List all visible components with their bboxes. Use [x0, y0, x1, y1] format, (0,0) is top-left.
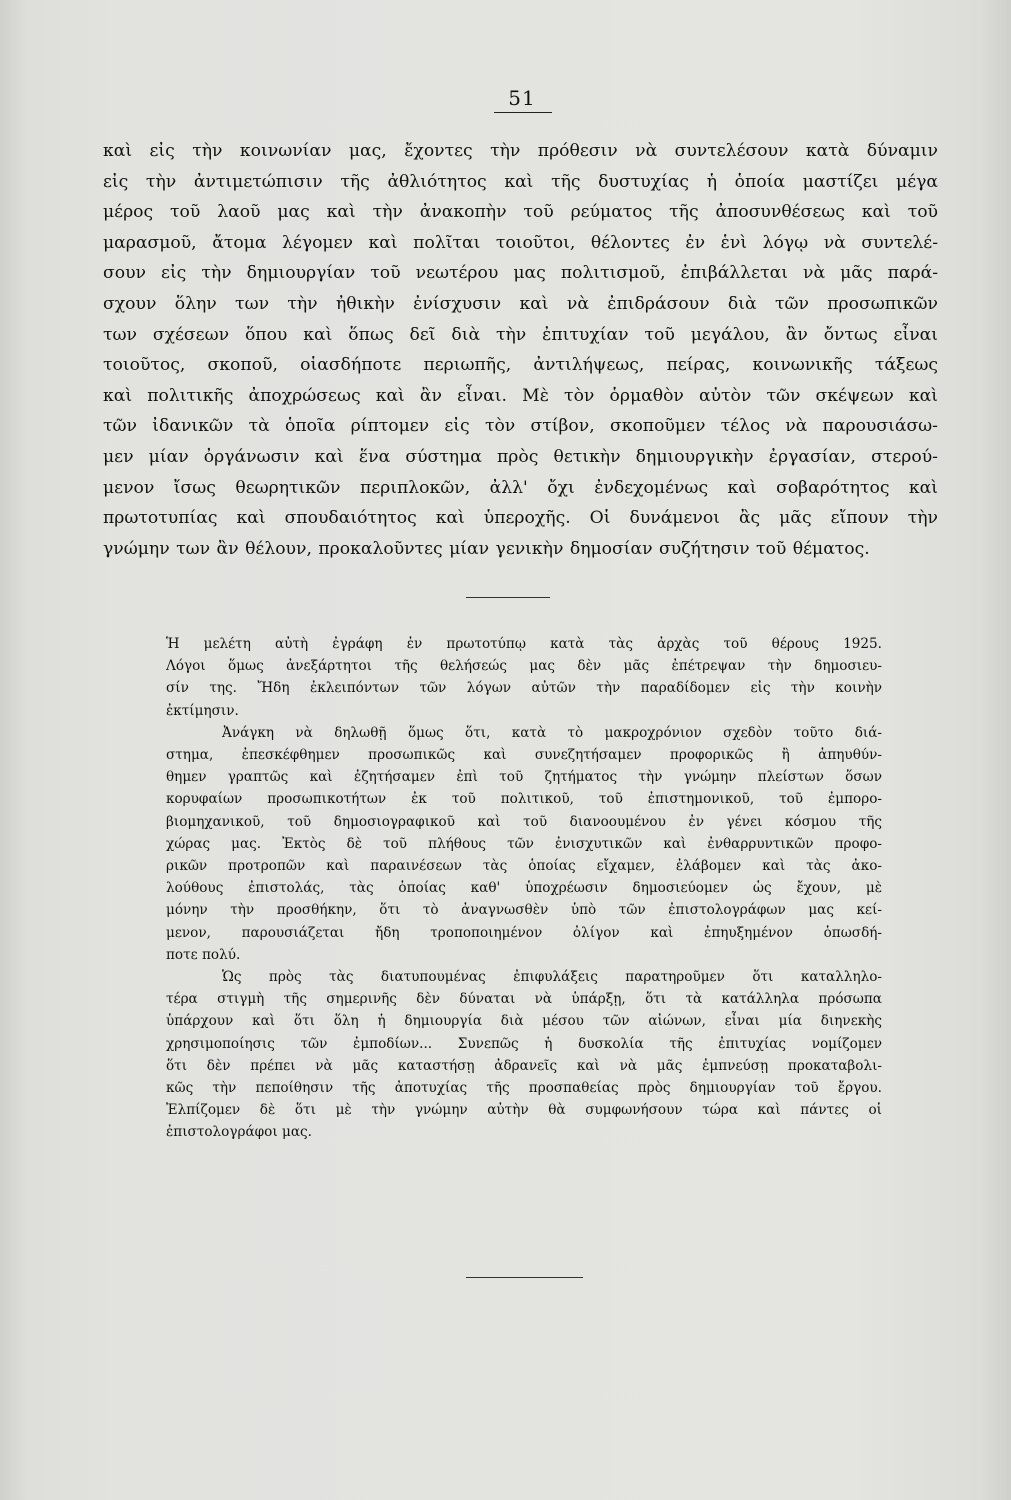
- main-text-line: μενον ἴσως θεωρητικῶν περιπλοκῶν, ἀλλ' ὄχι ἐνδεχομένως καὶ σοβαρότητος καὶ: [103, 477, 938, 498]
- footnote-line: σίν της. Ἤδη ἐκλειπόντων τῶν λόγων αὐτῶν τὴν παραδίδομεν εἰς τὴν κοινὴν: [166, 680, 882, 697]
- footnote-line: Λόγοι ὅμως ἀνεξάρτητοι τῆς θελήσεώς μας δὲν μᾶς ἐπέτρεψαν τὴν δημοσιευ-: [166, 658, 882, 675]
- section-divider-top: [466, 597, 550, 598]
- footnote-line: μόνην τὴν προσθήκην, ὅτι τὸ ἀναγνωσθὲν ὑπὸ τῶν ἐπιστολογράφων μας κεί-: [166, 902, 882, 919]
- footnote-block: [166, 633, 882, 1144]
- footnote-line: ὅτι δὲν πρέπει νὰ μᾶς καταστήσῃ ἀδρανεῖς καὶ νὰ μᾶς ἐμπνεύσῃ προκαταβολι-: [166, 1057, 882, 1074]
- footnote-line: τέρα στιγμὴ τῆς σημερινῆς δὲν δύναται νὰ ὑπάρξῃ, ὅτι τὰ κατάλληλα πρόσωπα: [166, 991, 882, 1008]
- footnote-paragraph: [166, 633, 882, 722]
- main-text-line: τοιοῦτος, σκοποῦ, οἱασδήποτε περιωπῆς, ἀντιλήψεως, πείρας, κοινωνικῆς τάξεως: [103, 355, 938, 376]
- footnote-line: ρικῶν προτροπῶν καὶ παραινέσεων τὰς ὁποίας εἴχαμεν, ἐλάβομεν καὶ τὰς ἀκο-: [166, 858, 882, 875]
- page-number-underline: [494, 112, 552, 113]
- main-text-line: καὶ πολιτικῆς ἀποχρώσεως καὶ ἂν εἶναι. Μὲ τὸν ὁρμαθὸν αὐτὸν τῶν σκέψεων καὶ: [103, 385, 938, 406]
- main-text-line: μαρασμοῦ, ἄτομα λέγομεν καὶ πολῖται τοιοῦτοι, θέλοντες ἐν ἑνὶ λόγῳ νὰ συντελέ-: [103, 232, 938, 253]
- main-text-line: εἰς τὴν ἀντιμετώπισιν τῆς ἀθλιότητος καὶ τῆς δυστυχίας ἡ ὁποία μαστίζει μέγα: [103, 171, 938, 192]
- footnote-line: χρησιμοποίησις τῶν ἐμποδίων... Συνεπῶς ἡ δυσκολία τῆς ἐπιτυχίας νομίζομεν: [166, 1035, 882, 1052]
- footnote-line: κῶς τὴν πεποίθησιν τῆς ἀποτυχίας τῆς προσπαθείας πρὸς δημιουργίαν τοῦ ἔργου.: [166, 1080, 882, 1097]
- section-divider-bottom: [466, 1277, 583, 1278]
- main-text-line: μέρος τοῦ λαοῦ μας καὶ τὴν ἀνακοπὴν τοῦ ρεύματος τῆς ἀποσυνθέσεως καὶ τοῦ: [103, 202, 938, 223]
- main-text-line: σχουν ὅλην των τὴν ἠθικὴν ἐνίσχυσιν καὶ νὰ ἐπιδράσουν διὰ τῶν προσωπικῶν: [103, 293, 938, 314]
- footnote-line: Ἀνάγκη νὰ δηλωθῇ ὅμως ὅτι, κατὰ τὸ μακροχρόνιον σχεδὸν τοῦτο διά-: [222, 724, 882, 741]
- main-text-line: των σχέσεων ὅπου καὶ ὅπως δεῖ διὰ τὴν ἐπιτυχίαν τοῦ μεγάλου, ἂν ὄντως εἶναι: [103, 324, 938, 345]
- footnote-line: θημεν γραπτῶς καὶ ἐζητήσαμεν ἐπὶ τοῦ ζητήματος τὴν γνώμην πλείστων ὅσων: [166, 769, 882, 786]
- footnote-line: ἐπιστολογράφοι μας.: [166, 1124, 312, 1141]
- footnote-line: Ὡς πρὸς τὰς διατυπουμένας ἐπιφυλάξεις παρατηροῦμεν ὅτι καταλληλο-: [222, 969, 882, 986]
- footnote-line: στημα, ἐπεσκέφθημεν προσωπικῶς καὶ συνεζητήσαμεν προφορικῶς ἢ ἀπηυθύν-: [166, 747, 882, 764]
- footnote-line: Ἐλπίζομεν δὲ ὅτι μὲ τὴν γνώμην αὐτὴν θὰ συμφωνήσουν τώρα καὶ πάντες οἱ: [166, 1102, 882, 1119]
- footnote-line: ποτε πολύ.: [166, 946, 241, 963]
- footnote-paragraph: [166, 966, 882, 1144]
- page-number: 51: [508, 86, 536, 110]
- footnote-line: χώρας μας. Ἐκτὸς δὲ τοῦ πλήθους τῶν ἐνισχυτικῶν καὶ ἐνθαρρυντικῶν προφο-: [166, 835, 882, 852]
- main-paragraph: [103, 136, 938, 564]
- main-text-line: μεν μίαν ὀργάνωσιν καὶ ἕνα σύστημα πρὸς θετικὴν δημιουργικὴν ἐργασίαν, στερού-: [103, 446, 938, 467]
- footnote-line: ἐκτίμησιν.: [166, 702, 239, 719]
- footnote-line: ὑπάρχουν καὶ ὅτι ὅλη ἡ δημιουργία διὰ μέσου τῶν αἰώνων, εἶναι μία διηνεκὴς: [166, 1013, 882, 1030]
- main-text-line: γνώμην των ἂν θέλουν, προκαλοῦντες μίαν γενικὴν δημοσίαν συζήτησιν τοῦ θέματος.: [103, 538, 870, 559]
- footnote-line: βιομηχανικοῦ, τοῦ δημοσιογραφικοῦ καὶ τοῦ διανοουμένου ἐν γένει κόσμου τῆς: [166, 813, 882, 830]
- footnote-line: Ἡ μελέτη αὐτὴ ἐγράφη ἐν πρωτοτύπῳ κατὰ τὰς ἀρχὰς τοῦ θέρους 1925.: [166, 636, 882, 652]
- main-text-line: τῶν ἰδανικῶν τὰ ὁποῖα ρίπτομεν εἰς τὸν στίβον, σκοποῦμεν τέλος νὰ παρουσιάσω-: [103, 416, 938, 437]
- footnote-line: κορυφαίων προσωπικοτήτων ἐκ τοῦ πολιτικοῦ, τοῦ ἐπιστημονικοῦ, τοῦ ἐμπορο-: [166, 791, 882, 808]
- footnote-paragraph: [166, 722, 882, 966]
- main-text-line: σουν εἰς τὴν δημιουργίαν τοῦ νεωτέρου μας πολιτισμοῦ, ἐπιβάλλεται νὰ μᾶς παρά-: [103, 263, 938, 284]
- footnote-line: μενον, παρουσιάζεται ἤδη τροποποιημένον ὀλίγον καὶ ἐπηυξημένον ὁπωσδή-: [166, 924, 882, 941]
- footnote-line: λούθους ἐπιστολάς, τὰς ὁποίας καθ' ὑποχρέωσιν δημοσιεύομεν ὡς ἔχουν, μὲ: [166, 880, 882, 897]
- main-text-line: πρωτοτυπίας καὶ σπουδαιότητος καὶ ὑπεροχῆς. Οἱ δυνάμενοι ἂς μᾶς εἴπουν τὴν: [103, 508, 938, 529]
- main-text-line: καὶ εἰς τὴν κοινωνίαν μας, ἔχοντες τὴν πρόθεσιν νὰ συντελέσουν κατὰ δύναμιν: [103, 141, 938, 161]
